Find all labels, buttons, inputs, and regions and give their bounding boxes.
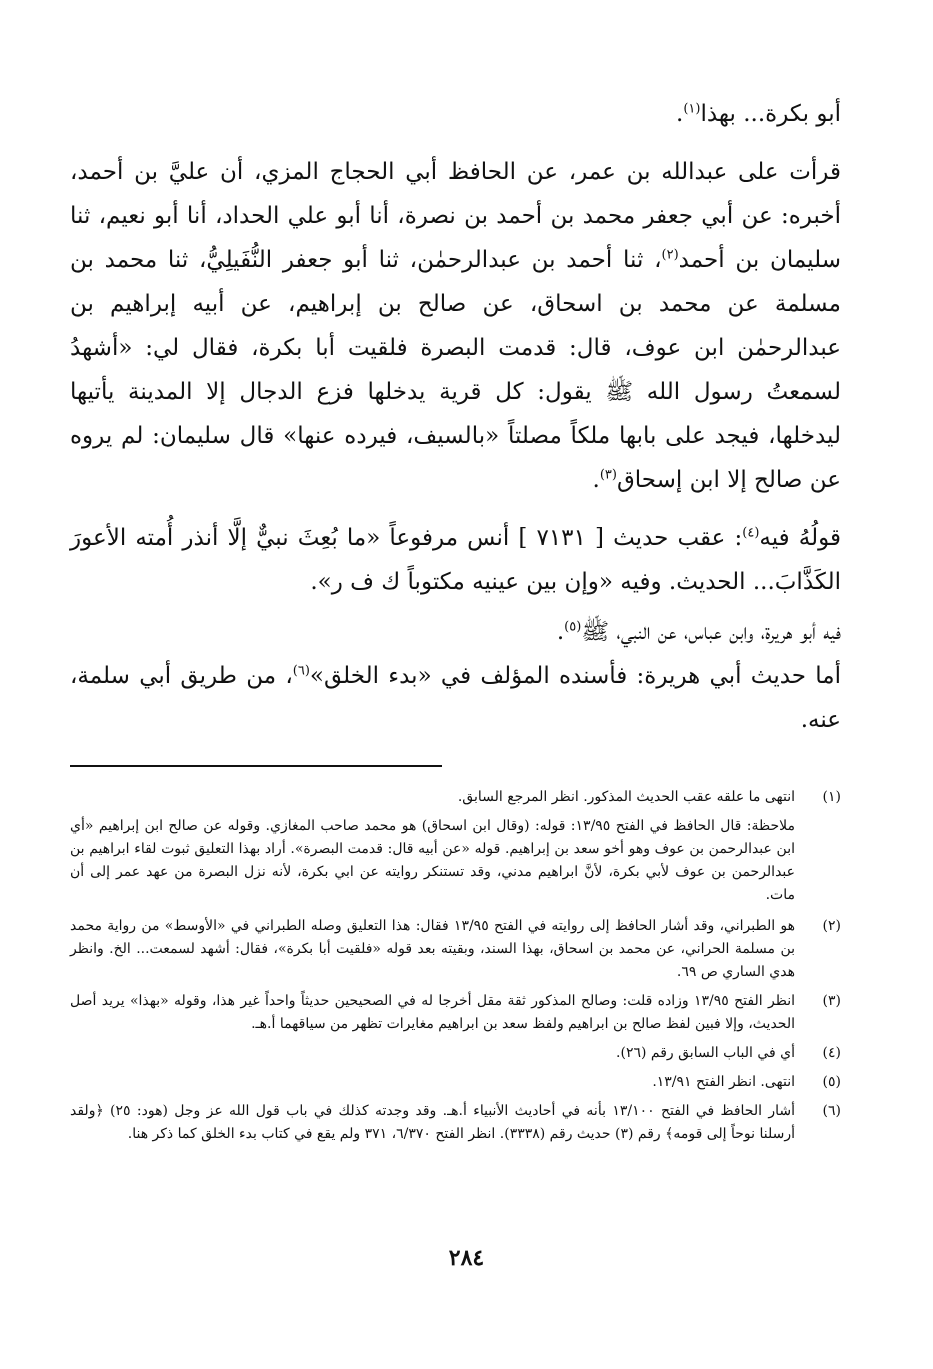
footnotes xyxy=(70,786,841,1152)
footnote-ref-3[interactable]: (٣) xyxy=(599,467,617,483)
footnote-text: هو الطبراني، وقد أشار الحافظ إلى روايته في الفتح ١٣/٩٥ فقال: هذا التعليق وصله الطبراني في «الأوسط» من رواية محمد بن مسلمة الحراني، عن محمد بن اسحاق، بهذا السند، وبقيته بعد قوله «فلقيت أبا بكرة»، فقال: أشهد لسمعت... الخ. وانظر هدي الساري ص ٦٩. xyxy=(70,918,796,980)
paragraph-3-text-b: : عقب حديث [ ٧١٣١ ] أنس مرفوعاً «ما بُعِثَ نبيٌّ إلَّا أنذر أُمته الأعورَ الكَذَّابَ... الحديث. وفيه «وإن بين عينيه مكتوباً ك ف ر». xyxy=(70,525,841,595)
footnote-text: انتهى. انظر الفتح ١٣/٩١. xyxy=(652,1074,795,1090)
footnote-ref-6[interactable]: (٦) xyxy=(292,663,310,679)
paragraph-1-end: . xyxy=(676,101,684,127)
paragraph-2-text-b: ، ثنا أحمد بن عبدالرحمٰن، ثنا أبو جعفر النُّفَيلِيُّ، ثنا محمد بن مسلمة عن محمد بن اسحاق، عن صالح بن إبراهيم، عن أبيه إبراهيم بن عبدالرحمٰن ابن عوف، قال: قدمت البصرة فلقيت أبا بكرة، فقال لي: «أشهدُ لسمعتُ رسول الله ﷺ يقول: كل قرية يدخلها فزع الدجال إلا المدينة يأتيها ليدخلها، فيجد على بابها ملكاً مصلتاً «بالسيف، فيرده عنها» قال سليمان: لم يروه عن صالح إلا ابن إسحاق xyxy=(70,247,841,493)
footnote-1 xyxy=(70,786,841,809)
footnote-text: أي في الباب السابق رقم (٢٦). xyxy=(616,1045,795,1061)
paragraph-5-text-b: ، من طريق أبي سلمة، عنه. xyxy=(70,663,841,733)
footnote-number: (٦) xyxy=(822,1103,841,1119)
paragraph-1-text: أبو بكرة... بهذا xyxy=(700,101,841,127)
footnote-number: (٣) xyxy=(822,993,841,1009)
footnote-ref-5[interactable]: (٥) xyxy=(564,619,582,635)
main-text xyxy=(70,92,841,742)
page-number: ٢٨٤ xyxy=(448,1245,485,1271)
page xyxy=(70,92,842,1142)
footnote-number: (١) xyxy=(822,789,841,805)
paragraph-2-end: . xyxy=(592,467,600,493)
paragraph-3-text-a: قولُهُ فيه xyxy=(759,525,841,551)
footnote-number: (٢) xyxy=(822,918,841,934)
footnote-ref-4[interactable]: (٤) xyxy=(742,525,760,541)
footnote-5 xyxy=(70,1071,841,1094)
paragraph-4 xyxy=(70,610,841,654)
paragraph-2-text-a: قرأت على عبدالله بن عمر، عن الحافظ أبي الحجاج المزي، أن عليَّ بن أحمد، أخبره: عن أبي جعفر محمد بن أحمد بن نصرة، أنا أبو علي الحداد، أنا أبو نعيم، ثنا سليمان بن أحمد xyxy=(70,159,842,273)
paragraph-5 xyxy=(70,654,841,742)
footnote-3 xyxy=(70,990,841,1036)
footnote-divider xyxy=(70,765,442,767)
paragraph-4-end: . xyxy=(556,619,565,645)
paragraph-3 xyxy=(70,516,841,604)
footnote-2 xyxy=(70,915,841,984)
footnote-number: (٤) xyxy=(822,1045,841,1061)
paragraph-2 xyxy=(70,150,841,502)
footnote-ref-2[interactable]: (٢) xyxy=(661,247,679,263)
paragraph-5-text-a: أما حديث أبي هريرة: فأسنده المؤلف في «بدء الخلق» xyxy=(309,663,841,689)
paragraph-4-text: فيه أبو هريرة، وابن عباس، عن النبي، ﷺ xyxy=(581,619,841,645)
footnote-text: انتهى ما علقه عقب الحديث المذكور. انظر المرجع السابق. xyxy=(457,789,795,805)
paragraph-1 xyxy=(70,92,841,136)
footnote-4 xyxy=(70,1042,841,1065)
footnote-number: (٥) xyxy=(822,1074,841,1090)
footnote-text: أشار الحافظ في الفتح ١٣/١٠٠ بأنه في أحاديث الأنبياء أ.هـ. وقد وجدته كذلك في باب قول الله عز وجل (هود: ٢٥) ﴿ولقد أرسلنا نوحاً إلى قومه﴾ رقم (٣) حديث رقم (٣٣٣٨). انظر الفتح ٦/٣٧٠، ٣٧١ ولم يقع في كتاب بدء الخلق كما ذكر هنا. xyxy=(70,1103,795,1142)
footnote-text: ملاحظة: قال الحافظ في الفتح ١٣/٩٥: قوله: (وقال ابن اسحاق) هو محمد صاحب المغازي. وقوله عن صالح ابن إبراهيم «أي ابن عبدالرحمن بن عوف وهو أخو سعد بن إبراهيم. قوله «عن أبيه قال: قدمت البصرة». أراد بهذا التعليق ثبوت لقاء ابراهيم بن عبدالرحمن بن عوف لأبي بكرة، لأنَّ ابراهيم مدني، وقد تستنكر روايته عن ابي بكرة، لأنه نزل البصرة من عهد عمر إلى أن مات. xyxy=(70,818,795,903)
footnote-6 xyxy=(70,1100,841,1146)
footnote-text: انظر الفتح ١٣/٩٥ وزاده قلت: وصالح المذكور ثقة مقل أخرجا له في الصحيحين حديثاً واحداً غير هذا، وقوله «بهذا» يريد أصل الحديث، وإلا فبين لفظ صالح بن ابراهيم ولفظ سعد بن ابراهيم مغايرات تظهر من سياقهما أ.هـ. xyxy=(70,993,795,1032)
footnote-ref-1[interactable]: (١) xyxy=(683,101,701,117)
footnote-1-note xyxy=(70,815,841,907)
